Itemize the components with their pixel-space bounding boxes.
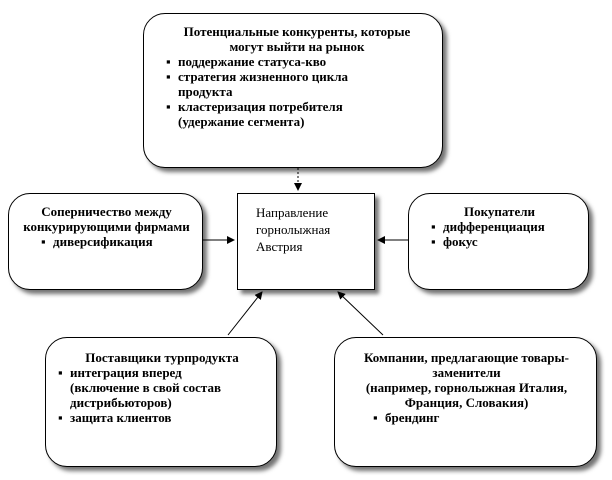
- bullet-icon: ▪: [58, 365, 63, 380]
- bullet-icon: ▪: [166, 99, 171, 114]
- list-item-label: брендинг: [385, 410, 440, 425]
- bullet-icon: ▪: [166, 69, 171, 84]
- list-item: [19, 234, 194, 249]
- list-item: [166, 54, 428, 69]
- list-item-continuation: (включение в свой состав дистрибьюторов): [70, 380, 221, 410]
- arrow-bottom-left-to-center: [228, 292, 262, 335]
- bullet-icon: ▪: [373, 410, 378, 425]
- potential-competitors-title: Потенциальные конкуренты, которые могут выйти на рынок: [183, 24, 411, 54]
- center-label: Направление горнолыжная Австрия: [256, 205, 331, 254]
- list-item-label: интеграция вперед: [70, 365, 182, 380]
- list-item-label: дифференциация: [443, 219, 545, 234]
- potential-competitors-box: [143, 13, 443, 168]
- center-box: [237, 193, 375, 290]
- list-item: [166, 99, 428, 114]
- buyers-box: [408, 193, 589, 290]
- bullet-icon: ▪: [431, 234, 436, 249]
- rivalry-title: Соперничество между конкурирующими фирмами: [23, 204, 190, 234]
- list-item-label: кластеризация потребителя: [178, 99, 343, 114]
- bullet-icon: ▪: [431, 219, 436, 234]
- list-item-continuation: продукта: [178, 84, 233, 99]
- suppliers-title: Поставщики турпродукта: [85, 350, 239, 365]
- list-item-label: фокус: [443, 234, 478, 249]
- buyers-title: Покупатели: [463, 204, 535, 219]
- list-item: [419, 219, 580, 234]
- list-item-label: поддержание статуса-кво: [178, 54, 327, 69]
- list-item: [345, 410, 588, 425]
- list-item-label: диверсификация: [53, 234, 153, 249]
- list-item: [166, 69, 428, 84]
- rivalry-box: [8, 193, 203, 290]
- bullet-icon: ▪: [41, 234, 46, 249]
- list-item: [58, 365, 266, 380]
- list-item-label: стратегия жизненного цикла: [178, 69, 349, 84]
- list-item: [58, 410, 266, 425]
- bullet-icon: ▪: [58, 410, 63, 425]
- list-item-label: защита клиентов: [70, 410, 172, 425]
- bullet-icon: ▪: [166, 54, 171, 69]
- list-item-continuation: (удержание сегмента): [178, 114, 305, 129]
- arrow-bottom-right-to-center: [338, 292, 383, 335]
- list-item: [419, 234, 580, 249]
- substitutes-subtitle: (например, горнолыжная Италия, Франция, Словакия): [365, 380, 568, 410]
- substitutes-title: Компании, предлагающие товары-заменители: [364, 350, 569, 380]
- suppliers-box: [45, 337, 277, 467]
- substitutes-box: [334, 337, 597, 467]
